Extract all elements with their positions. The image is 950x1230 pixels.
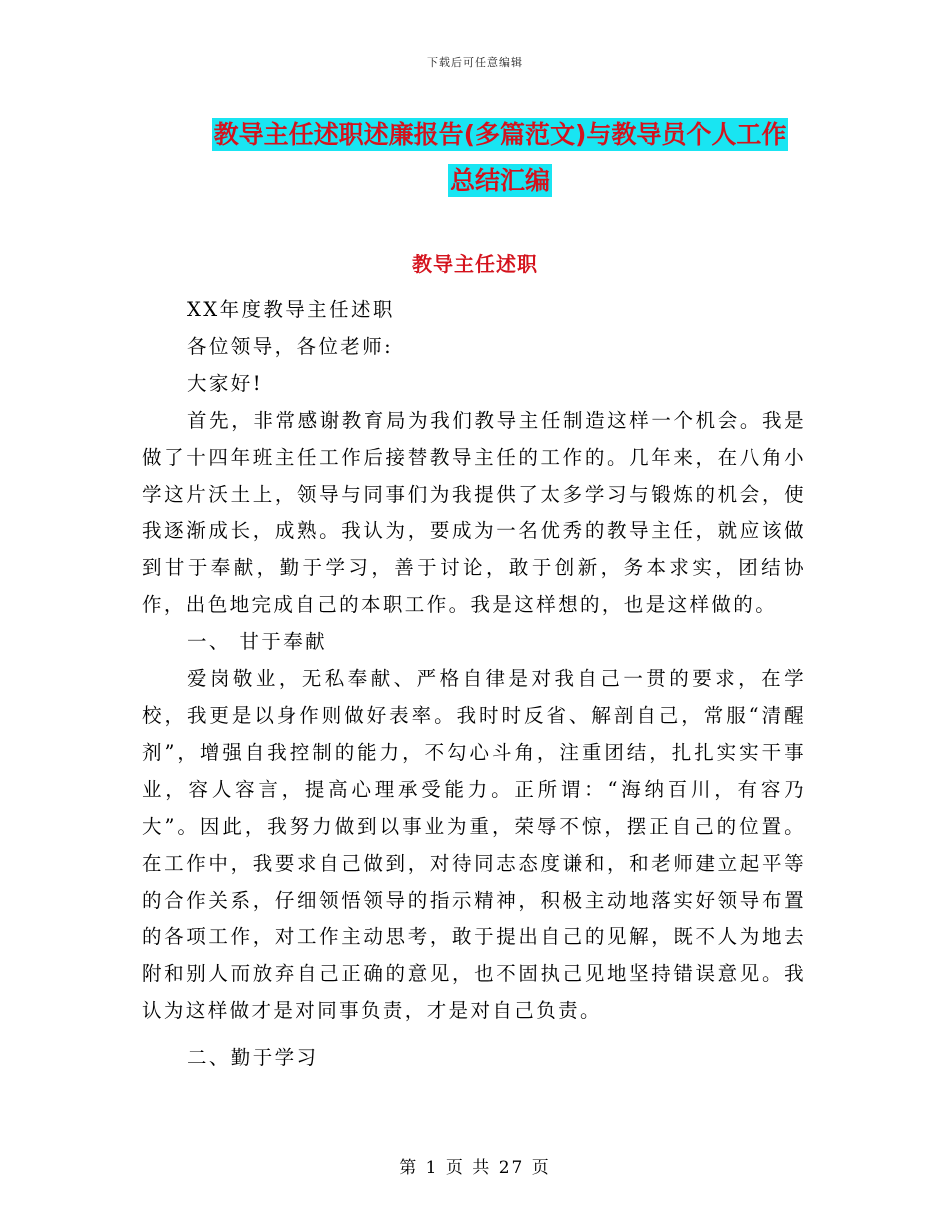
section-title: 教导主任述职 [412,252,538,276]
paragraph-dedication: 爱岗敬业，无私奉献、严格自律是对我自己一贯的要求，在学校，我更是以身作则做好表率。我时时反省、解剖自己，常服“清醒剂”，增强自我控制的能力，不勾心斗角，注重团结，扎扎实实干事业，容人容言，提高心理承受能力。正所谓：“海纳百川，有容乃大”。因此，我努力做到以事业为重，荣辱不惊，摆正自己的位置。在工作中，我要求自己做到，对待同志态度谦和，和老师建立起平等的合作关系，仔细领悟领导的指示精神，积极主动地落实好领导布置的各项工作，对工作主动思考，敢于提出自己的见解，既不人为地去附和别人而放弃自己正确的意见，也不固执己见地坚持错误意见。我认为这样做才是对同事负责，才是对自己负责。 [142,667,806,1023]
header-note: 下载后可任意编辑 [427,56,523,69]
document-title-line-1: 教导主任述职述廉报告(多篇范文)与教导员个人工作 [213,120,787,149]
paragraph-intro: 首先，非常感谢教育局为我们教导主任制造这样一个机会。我是做了十四年班主任工作后接替教导主任的工作的。几年来，在八角小学这片沃土上，领导与同事们为我提供了太多学习与锻炼的机会，使我逐渐成长，成熟。我认为，要成为一名优秀的教导主任，就应该做到甘于奉献，勤于学习，善于讨论，敢于创新，务本求实，团结协作，出色地完成自己的本职工作。我是这样想的，也是这样做的。 [142,408,806,617]
paragraph-greeting: 各位领导，各位老师: [187,334,394,358]
heading-study: 二、勤于学习 [187,1046,319,1070]
page-footer: 第 1 页 共 27 页 [399,1158,551,1178]
document-title [150,112,850,204]
paragraph-hello: 大家好! [187,371,263,395]
paragraph-report-title: XX年度教导主任述职 [187,298,395,321]
document-title-line-2: 总结汇编 [449,166,550,195]
document-body [142,292,806,1077]
heading-dedication: 一、 甘于奉献 [187,630,327,654]
